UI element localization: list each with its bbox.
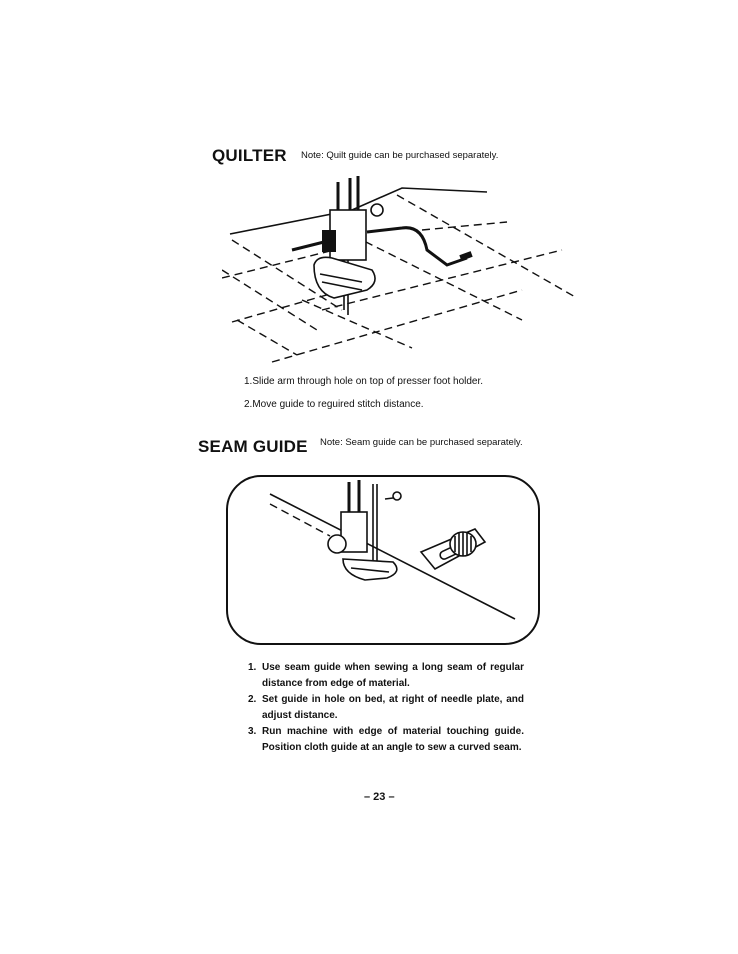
seam-step-1: [248, 660, 524, 692]
seam-step-2: [248, 692, 524, 724]
seam-step-3-number: 3.: [248, 726, 257, 737]
seam-guide-note: Note: Seam guide can be purchased separately.: [320, 437, 523, 448]
quilter-illustration: [222, 170, 584, 370]
seam-guide-steps: [248, 660, 524, 756]
quilter-step-1: 1.Slide arm through hole on top of presser foot holder.: [244, 376, 484, 387]
seam-step-1-text: Use seam guide when sewing a long seam of regular distance from edge of material.: [262, 662, 524, 689]
seam-guide-illustration: [225, 474, 541, 646]
quilter-note: Note: Quilt guide can be purchased separately.: [301, 150, 499, 161]
seam-step-3-text: Run machine with edge of material touching guide. Position cloth guide at an angle to sew a curved seam.: [262, 726, 524, 753]
seam-step-3: [248, 724, 524, 756]
seam-step-2-text: Set guide in hole on bed, at right of needle plate, and adjust distance.: [262, 694, 524, 721]
seam-guide-title: SEAM GUIDE: [198, 437, 308, 456]
seam-step-2-number: 2.: [248, 694, 257, 705]
page-number: – 23 –: [364, 791, 395, 803]
quilter-step-2: 2.Move guide to reguired stitch distance.: [244, 399, 424, 410]
quilter-title: QUILTER: [212, 146, 287, 165]
seam-step-1-number: 1.: [248, 662, 257, 673]
